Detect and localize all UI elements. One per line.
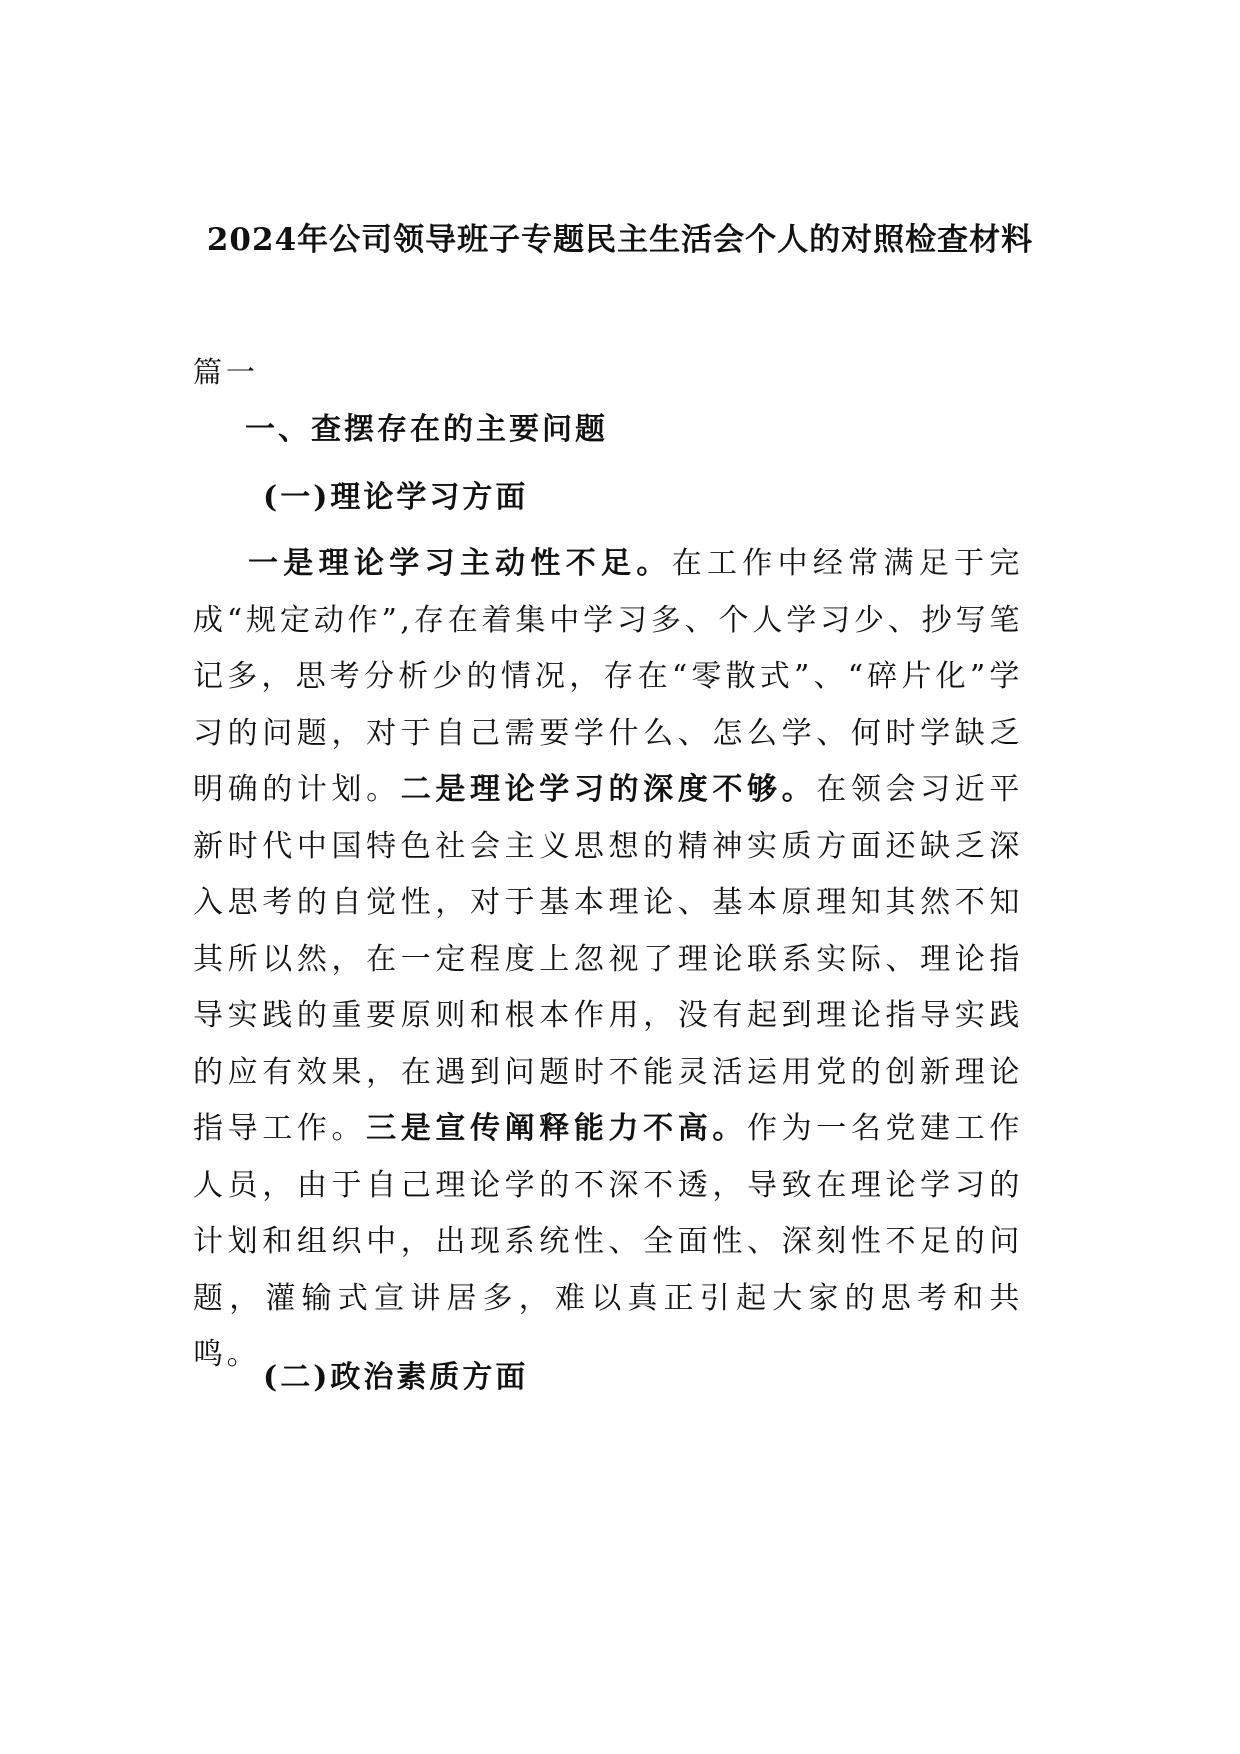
section-heading: 一、查摆存在的主要问题 xyxy=(245,412,608,447)
document-title: 2024年公司领导班子专题民主生活会个人的对照检查材料 xyxy=(206,222,1034,258)
point-1-text: 在工作中经常满足于完成“规定动作”,存在着集中学习多、个人学习少、抄写笔记多，思考分析少的情况，存在“零散式”、“碎片化”学习的问题，对于自己需要学什么、怎么学、何时学缺乏明确的计划。 xyxy=(193,546,1023,807)
point-3-title: 三是宣传阐释能力不高。 xyxy=(366,1111,748,1146)
subsection-heading-political: (二)政治素质方面 xyxy=(263,1360,529,1395)
point-2-title: 二是理论学习的深度不够。 xyxy=(400,772,817,807)
part-label: 篇一 xyxy=(193,355,260,389)
subsection-heading-theory: (一)理论学习方面 xyxy=(263,480,529,515)
point-3-text: 作为一名党建工作人员，由于自己理论学的不深不透，导致在理论学习的计划和组织中，出现系统性、全面性、深刻性不足的问题，灌输式宣讲居多，难以真正引起大家的思考和共鸣。 xyxy=(193,1111,1024,1372)
point-1-title: 一是理论学习主动性不足。 xyxy=(248,546,672,581)
point-2-text: 在领会习近平新时代中国特色社会主义思想的精神实质方面还缺乏深入思考的自觉性，对于基本理论、基本原理知其然不知其所以然，在一定程度上忽视了理论联系实际、理论指导实践的重要原则和根本作用，没有起到理论指导实践的应有效果，在遇到问题时不能灵活运用党的创新理论指导工作。 xyxy=(193,772,1024,1146)
paragraph-theory-study xyxy=(193,536,1023,1384)
